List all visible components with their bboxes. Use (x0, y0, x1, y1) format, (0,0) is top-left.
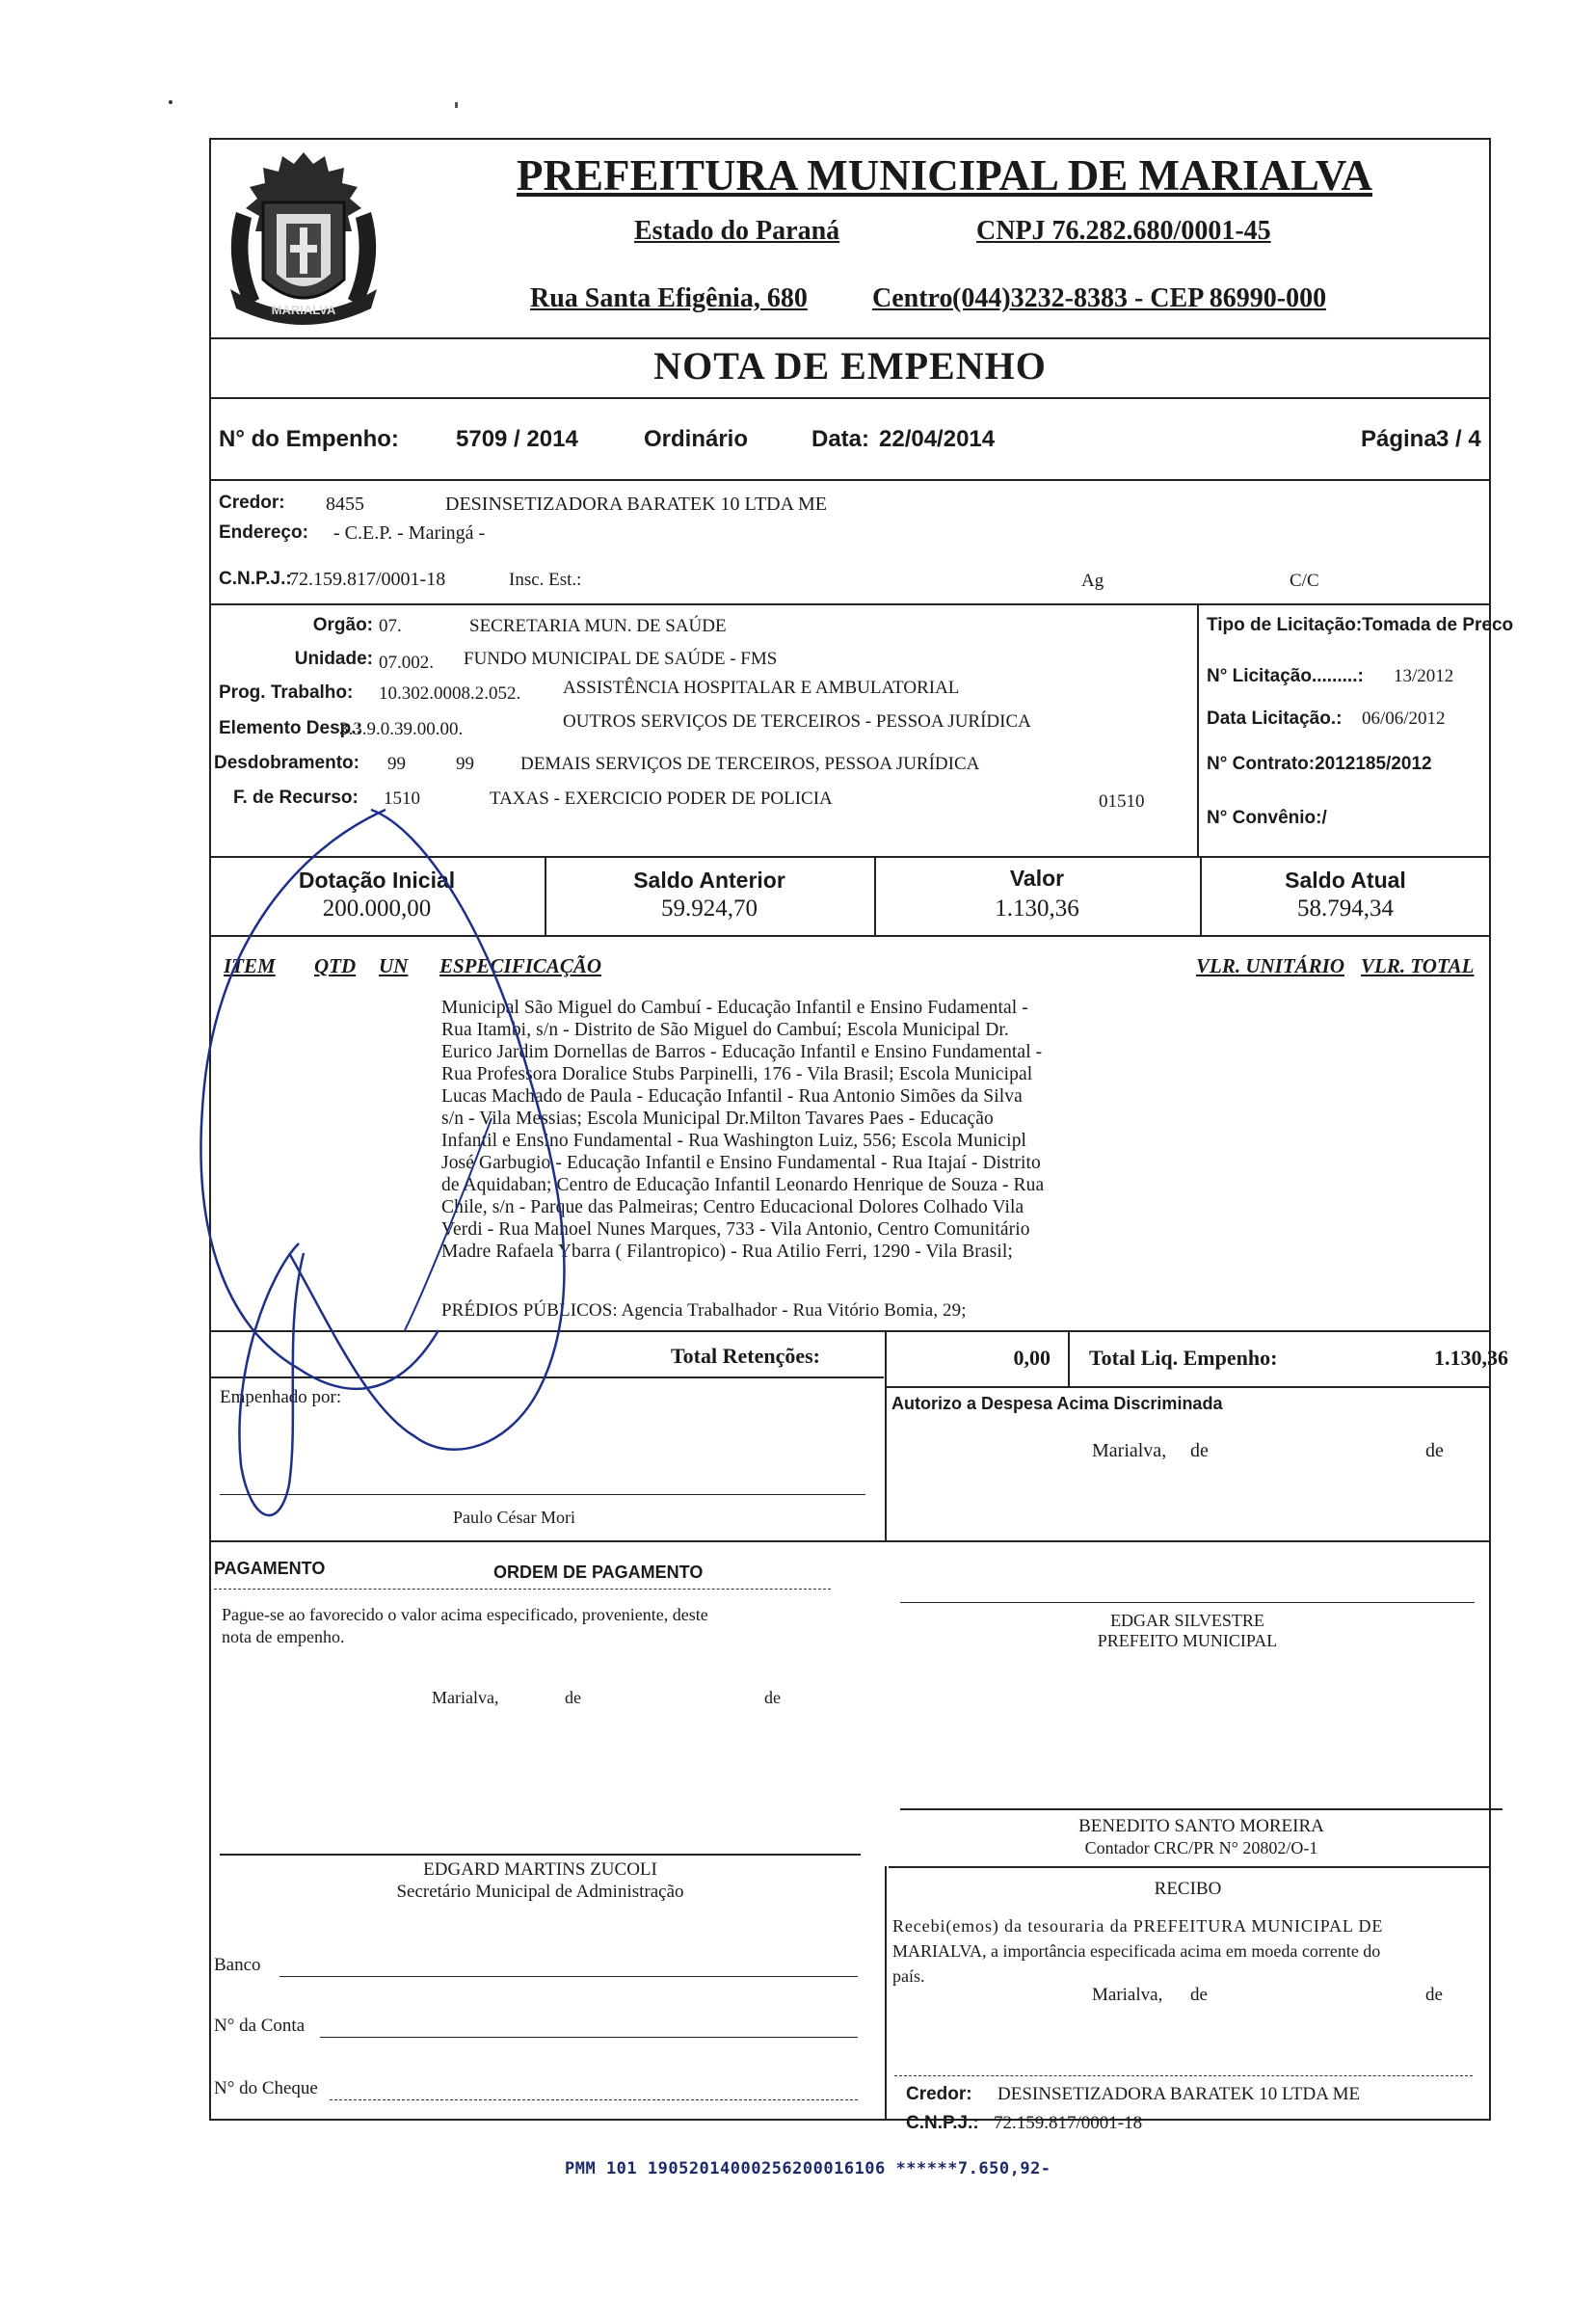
licitacao-date-label: Data Licitação.: (1207, 708, 1343, 729)
specification-line: Rua Professora Doralice Stubs Parpinelli, 176 - Vila Brasil; Escola Municipal (441, 1064, 1033, 1084)
fonte-recurso-code-2: 01510 (1099, 791, 1145, 812)
valor-label: Valor (1009, 866, 1065, 891)
recibo-text: MARIALVA, a importância especificada acima em moeda corrente do (892, 1941, 1381, 1961)
divider (885, 1386, 1491, 1388)
recibo-text: país. (892, 1966, 925, 1986)
numero-conta-label: N° da Conta (214, 2016, 306, 2036)
endereco-label: Endereço: (219, 522, 308, 543)
recibo-city: Marialva, (1092, 1985, 1163, 2005)
desdobramento-code: 99 (456, 754, 474, 774)
item-column-header: ITEM (224, 954, 276, 977)
agency-label: Ag (1081, 571, 1104, 591)
empenhado-por-label: Empenhado por: (220, 1387, 342, 1407)
valor-value: 1.130,36 (995, 895, 1079, 922)
autorizo-day-de: de (1190, 1440, 1209, 1461)
total-liquido-label: Total Liq. Empenho: (1089, 1346, 1278, 1370)
document-control-code: PMM 101 19052014000256200016106 ******7.650,92- (565, 2159, 1051, 2178)
tipo-licitacao: Tipo de Licitação:Tomada de Preco (1207, 615, 1514, 635)
contrato-number: N° Contrato:2012185/2012 (1207, 754, 1432, 774)
scan-speck (169, 100, 173, 104)
specification-line: s/n - Vila Messias; Escola Municipal Dr.Milton Tavares Paes - Educação (441, 1109, 994, 1129)
divider (209, 479, 1491, 481)
fonte-recurso-name: TAXAS - EXERCICIO PODER DE POLICIA (490, 788, 833, 809)
autorizo-month-de: de (1425, 1440, 1444, 1461)
signature-line (894, 2075, 1473, 2076)
elemento-desp-label: Elemento Desp.: (219, 718, 362, 738)
desdobramento-label: Desdobramento: (214, 753, 359, 773)
total-value-column-header: VLR. TOTAL (1361, 954, 1475, 977)
divider (1068, 1330, 1070, 1386)
unidade-name: FUNDO MUNICIPAL DE SAÚDE - FMS (464, 649, 778, 669)
specification-line: PRÉDIOS PÚBLICOS: Agencia Trabalhador - Rua Vitório Bomia, 29; (441, 1300, 967, 1321)
pagamento-city: Marialva, (432, 1688, 499, 1707)
saldo-atual-value: 58.794,34 (1297, 895, 1394, 922)
secretario-role: Secretário Municipal de Administração (396, 1882, 684, 1902)
pagamento-month-de: de (764, 1688, 781, 1707)
specification-line: Chile, s/n - Parque das Palmeiras; Centro Educacional Dolores Colhado Vila (441, 1197, 1024, 1217)
document-title: NOTA DE EMPENHO (653, 344, 1047, 387)
secretario-name: EDGARD MARTINS ZUCOLI (423, 1859, 657, 1880)
divider (209, 603, 1491, 605)
desdobramento-name: DEMAIS SERVIÇOS DE TERCEIROS, PESSOA JURÍDICA (520, 754, 980, 774)
saldo-atual-label: Saldo Atual (1285, 868, 1406, 893)
orgao-label: Orgão: (312, 615, 373, 635)
desdobramento-code: 99 (387, 754, 406, 774)
empenho-date-label: Data: (811, 426, 870, 452)
credor-name: DESINSETIZADORA BARATEK 10 LTDA ME (445, 494, 827, 515)
pagamento-text: Pague-se ao favorecido o valor acima especificado, proveniente, deste (222, 1605, 708, 1624)
cnpj-label: CNPJ 76.282.680/0001-45 (976, 216, 1271, 246)
orgao-name: SECRETARIA MUN. DE SAÚDE (469, 616, 727, 636)
signature-line (900, 1602, 1475, 1603)
contador-role: Contador CRC/PR N° 20802/O-1 (1084, 1838, 1318, 1857)
specification-line: Lucas Machado de Paula - Educação Infantil - Rua Antonio Simões da Silva (441, 1086, 1023, 1107)
divider (214, 1589, 831, 1590)
orgao-code: 07. (379, 616, 402, 636)
unidade-code: 07.002. (379, 653, 434, 673)
district-label: Centro (872, 283, 953, 313)
total-retencoes-value: 0,00 (1013, 1346, 1051, 1370)
insc-est-label: Insc. Est.: (509, 570, 582, 590)
signature-line (220, 1854, 861, 1856)
qtd-column-header: QTD (314, 954, 357, 977)
dotacao-inicial-value: 200.000,00 (322, 895, 432, 922)
licitacao-number-label: N° Licitação.........: (1207, 666, 1364, 686)
credor-cnpj-value: 72.159.817/0001-18 (289, 569, 446, 590)
divider (889, 1866, 1491, 1868)
banco-line (279, 1976, 858, 1977)
banco-label: Banco (214, 1955, 261, 1975)
numero-cheque-label: N° do Cheque (214, 2078, 318, 2098)
specification-line: José Garbugio - Educação Infantil e Ensino Fundamental - Rua Itajaí - Distrito (441, 1153, 1041, 1173)
page-value: 3 / 4 (1436, 426, 1481, 452)
unidade-label: Unidade: (294, 649, 373, 669)
elemento-desp-code: 3.3.9.0.39.00.00. (339, 719, 464, 739)
un-column-header: UN (379, 954, 409, 977)
fonte-recurso-label: F. de Recurso: (233, 788, 359, 808)
page-label: Página (1361, 426, 1437, 452)
saldo-anterior-label: Saldo Anterior (633, 868, 785, 893)
licitacao-date-value: 06/06/2012 (1362, 708, 1446, 729)
numero-conta-line (320, 2037, 858, 2038)
recibo-credor-value: DESINSETIZADORA BARATEK 10 LTDA ME (998, 2084, 1361, 2104)
svg-text:MARIALVA: MARIALVA (271, 303, 336, 317)
recibo-cnpj-label: C.N.P.J.: (906, 2113, 979, 2133)
credor-label: Credor: (219, 493, 285, 513)
recibo-text: Recebi(emos) da tesouraria da PREFEITURA MUNICIPAL DE (892, 1916, 1384, 1936)
recibo-day-de: de (1190, 1985, 1208, 2005)
specification-line: Madre Rafaela Ybarra ( Filantropico) - Rua Atilio Ferri, 1290 - Vila Brasil; (441, 1242, 1013, 1262)
convenio-number: N° Convênio:/ (1207, 808, 1327, 828)
unit-value-column-header: VLR. UNITÁRIO (1196, 954, 1345, 977)
fonte-recurso-code: 1510 (384, 788, 420, 809)
specification-line: de Aquidaban; Centro de Educação Infantil Leonardo Henrique de Souza - Rua (441, 1175, 1045, 1195)
specification-line: Eurico Jardim Dornellas de Barros - Educação Infantil e Ensino Fundamental - (441, 1042, 1043, 1062)
scan-speck (455, 102, 458, 108)
empenho-type: Ordinário (644, 426, 749, 452)
municipal-coat-of-arms-logo (217, 145, 390, 337)
saldo-anterior-value: 59.924,70 (661, 895, 758, 922)
recibo-cnpj-value: 72.159.817/0001-18 (994, 2113, 1143, 2133)
recibo-month-de: de (1425, 1985, 1443, 2005)
numero-cheque-line (330, 2099, 858, 2100)
total-retencoes-label: Total Retenções: (671, 1344, 820, 1368)
handwritten-signature (173, 790, 617, 1542)
specification-line: Infantil e Ensino Fundamental - Rua Washington Luiz, 556; Escola Municipl (441, 1131, 1027, 1151)
cc-label: C/C (1290, 571, 1319, 591)
phone-cep-label: (044)3232-8383 - CEP 86990-000 (952, 283, 1327, 313)
divider (209, 337, 1491, 339)
pagamento-text: nota de empenho. (222, 1627, 345, 1646)
prog-trabalho-label: Prog. Trabalho: (219, 682, 354, 703)
state-label: Estado do Paraná (634, 216, 840, 246)
divider (885, 1386, 887, 1540)
empenhado-por-name: Paulo César Mori (453, 1508, 575, 1527)
prefeitura-title: PREFEITURA MUNICIPAL DE MARIALVA (516, 151, 1373, 200)
divider (1197, 603, 1199, 856)
credor-code: 8455 (326, 494, 364, 515)
credor-cnpj-label: C.N.P.J.: (219, 569, 292, 589)
empenho-date-value: 22/04/2014 (879, 426, 996, 452)
specification-line: Rua Itambi, s/n - Distrito de São Miguel do Cambuí; Escola Municipal Dr. (441, 1020, 1009, 1040)
contador-name: BENEDITO SANTO MOREIRA (1078, 1816, 1324, 1836)
divider (209, 397, 1491, 399)
specification-line: Municipal São Miguel do Cambuí - Educação Infantil e Ensino Fudamental - (441, 998, 1028, 1018)
elemento-desp-name: OUTROS SERVIÇOS DE TERCEIROS - PESSOA JURÍDICA (563, 711, 1031, 732)
recibo-credor-label: Credor: (906, 2084, 972, 2104)
pagamento-day-de: de (565, 1688, 581, 1707)
empenho-number-value: 5709 / 2014 (456, 426, 578, 452)
recibo-label: RECIBO (1154, 1879, 1222, 1899)
autorizo-city: Marialva, (1092, 1440, 1167, 1461)
signature-line (900, 1808, 1503, 1810)
pagamento-label: PAGAMENTO (214, 1559, 326, 1578)
prog-trabalho-name: ASSISTÊNCIA HOSPITALAR E AMBULATORIAL (563, 678, 960, 698)
endereco-value: - C.E.P. - Maringá - (333, 522, 486, 544)
specification-column-header: ESPECIFICAÇÃO (439, 954, 602, 977)
empenho-number-label: N° do Empenho: (219, 426, 399, 452)
address-label: Rua Santa Efigênia, 680 (530, 283, 808, 313)
prefeito-name: EDGAR SILVESTRE (1110, 1611, 1264, 1630)
autorizo-label: Autorizo a Despesa Acima Discriminada (891, 1394, 1223, 1413)
total-liquido-value: 1.130,36 (1434, 1346, 1508, 1370)
specification-line: Verdi - Rua Manoel Nunes Marques, 733 - Vila Antonio, Centro Comunitário (441, 1219, 1030, 1240)
ordem-pagamento-label: ORDEM DE PAGAMENTO (493, 1563, 704, 1582)
prefeito-role: PREFEITO MUNICIPAL (1097, 1631, 1278, 1650)
dotacao-inicial-label: Dotação Inicial (298, 868, 456, 893)
prog-trabalho-code: 10.302.0008.2.052. (379, 683, 521, 704)
divider (885, 1866, 887, 2121)
licitacao-number-value: 13/2012 (1394, 666, 1454, 686)
